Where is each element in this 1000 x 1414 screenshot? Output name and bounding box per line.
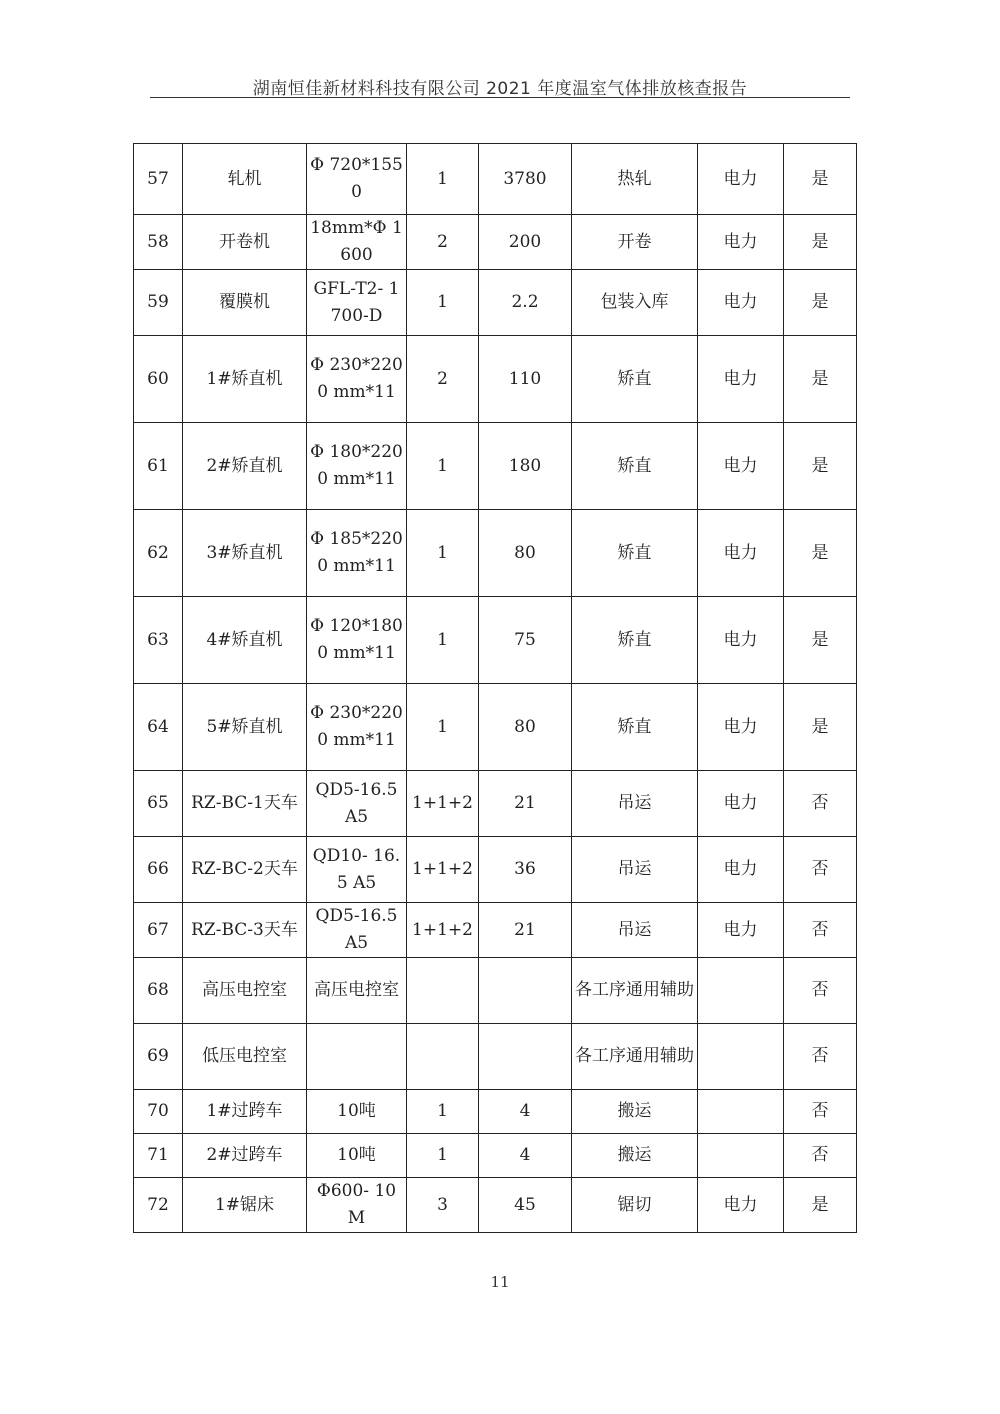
power-cell: 45 bbox=[479, 1178, 572, 1233]
table-row bbox=[134, 903, 857, 958]
specification-cell: Φ 720*1550 bbox=[307, 144, 407, 215]
process-cell: 矫直 bbox=[572, 423, 698, 510]
key-equipment-flag-cell: 否 bbox=[784, 837, 857, 903]
quantity-cell: 1 bbox=[407, 597, 479, 684]
specification-cell: Φ 230*2200 mm*11 bbox=[307, 336, 407, 423]
equipment-name-cell: RZ-BC-3天车 bbox=[183, 903, 307, 958]
equipment-name-cell: 1#锯床 bbox=[183, 1178, 307, 1233]
power-cell: 21 bbox=[479, 771, 572, 837]
row-number-cell: 57 bbox=[134, 144, 183, 215]
specification-cell: 18mm*Φ 1600 bbox=[307, 215, 407, 270]
power-cell: 180 bbox=[479, 423, 572, 510]
row-number-cell: 72 bbox=[134, 1178, 183, 1233]
quantity-cell: 2 bbox=[407, 336, 479, 423]
energy-type-cell: 电力 bbox=[698, 771, 784, 837]
equipment-name-cell: RZ-BC-1天车 bbox=[183, 771, 307, 837]
process-cell: 矫直 bbox=[572, 336, 698, 423]
power-cell: 80 bbox=[479, 684, 572, 771]
energy-type-cell: 电力 bbox=[698, 684, 784, 771]
specification-cell: QD10- 16.5 A5 bbox=[307, 837, 407, 903]
equipment-name-cell: 高压电控室 bbox=[183, 958, 307, 1024]
quantity-cell: 1 bbox=[407, 1134, 479, 1178]
specification-cell: QD5-16.5 A5 bbox=[307, 771, 407, 837]
quantity-cell: 1 bbox=[407, 144, 479, 215]
quantity-cell: 1+1+2 bbox=[407, 837, 479, 903]
table-row bbox=[134, 1024, 857, 1090]
key-equipment-flag-cell: 是 bbox=[784, 215, 857, 270]
row-number-cell: 61 bbox=[134, 423, 183, 510]
power-cell: 4 bbox=[479, 1090, 572, 1134]
page-number: 11 bbox=[490, 1273, 510, 1291]
specification-cell: Φ 230*2200 mm*11 bbox=[307, 684, 407, 771]
energy-type-cell bbox=[698, 958, 784, 1024]
equipment-name-cell: 1#矫直机 bbox=[183, 336, 307, 423]
key-equipment-flag-cell: 否 bbox=[784, 903, 857, 958]
quantity-cell bbox=[407, 958, 479, 1024]
quantity-cell: 1 bbox=[407, 1090, 479, 1134]
equipment-name-cell: 2#过跨车 bbox=[183, 1134, 307, 1178]
table-row bbox=[134, 597, 857, 684]
row-number-cell: 67 bbox=[134, 903, 183, 958]
key-equipment-flag-cell: 否 bbox=[784, 958, 857, 1024]
equipment-name-cell: 2#矫直机 bbox=[183, 423, 307, 510]
table-row bbox=[134, 1178, 857, 1233]
process-cell: 各工序通用辅助 bbox=[572, 958, 698, 1024]
quantity-cell: 1 bbox=[407, 423, 479, 510]
table-row bbox=[134, 215, 857, 270]
energy-type-cell: 电力 bbox=[698, 597, 784, 684]
row-number-cell: 64 bbox=[134, 684, 183, 771]
process-cell: 热轧 bbox=[572, 144, 698, 215]
energy-type-cell: 电力 bbox=[698, 1178, 784, 1233]
power-cell: 110 bbox=[479, 336, 572, 423]
table-row bbox=[134, 684, 857, 771]
quantity-cell: 1 bbox=[407, 684, 479, 771]
process-cell: 矫直 bbox=[572, 597, 698, 684]
power-cell: 4 bbox=[479, 1134, 572, 1178]
table-row bbox=[134, 771, 857, 837]
process-cell: 锯切 bbox=[572, 1178, 698, 1233]
table-row bbox=[134, 1090, 857, 1134]
power-cell: 200 bbox=[479, 215, 572, 270]
key-equipment-flag-cell: 否 bbox=[784, 1024, 857, 1090]
quantity-cell: 3 bbox=[407, 1178, 479, 1233]
process-cell: 各工序通用辅助 bbox=[572, 1024, 698, 1090]
key-equipment-flag-cell: 是 bbox=[784, 597, 857, 684]
row-number-cell: 62 bbox=[134, 510, 183, 597]
specification-cell: Φ 180*2200 mm*11 bbox=[307, 423, 407, 510]
power-cell: 80 bbox=[479, 510, 572, 597]
energy-type-cell: 电力 bbox=[698, 215, 784, 270]
process-cell: 吊运 bbox=[572, 903, 698, 958]
row-number-cell: 69 bbox=[134, 1024, 183, 1090]
quantity-cell: 1+1+2 bbox=[407, 771, 479, 837]
row-number-cell: 58 bbox=[134, 215, 183, 270]
energy-type-cell: 电力 bbox=[698, 336, 784, 423]
quantity-cell bbox=[407, 1024, 479, 1090]
quantity-cell: 1 bbox=[407, 510, 479, 597]
energy-type-cell: 电力 bbox=[698, 423, 784, 510]
table-row bbox=[134, 144, 857, 215]
key-equipment-flag-cell: 是 bbox=[784, 1178, 857, 1233]
key-equipment-flag-cell: 是 bbox=[784, 270, 857, 336]
key-equipment-flag-cell: 是 bbox=[784, 510, 857, 597]
table-row bbox=[134, 510, 857, 597]
energy-type-cell: 电力 bbox=[698, 144, 784, 215]
row-number-cell: 71 bbox=[134, 1134, 183, 1178]
process-cell: 开卷 bbox=[572, 215, 698, 270]
process-cell: 搬运 bbox=[572, 1134, 698, 1178]
power-cell bbox=[479, 958, 572, 1024]
key-equipment-flag-cell: 是 bbox=[784, 684, 857, 771]
row-number-cell: 66 bbox=[134, 837, 183, 903]
equipment-name-cell: 4#矫直机 bbox=[183, 597, 307, 684]
specification-cell: Φ600- 10M bbox=[307, 1178, 407, 1233]
table-row bbox=[134, 270, 857, 336]
process-cell: 吊运 bbox=[572, 837, 698, 903]
process-cell: 矫直 bbox=[572, 684, 698, 771]
equipment-table bbox=[133, 143, 857, 1233]
table-row bbox=[134, 336, 857, 423]
process-cell: 矫直 bbox=[572, 510, 698, 597]
power-cell: 75 bbox=[479, 597, 572, 684]
equipment-name-cell: 覆膜机 bbox=[183, 270, 307, 336]
table-row bbox=[134, 958, 857, 1024]
specification-cell bbox=[307, 1024, 407, 1090]
table-row bbox=[134, 837, 857, 903]
equipment-name-cell: 开卷机 bbox=[183, 215, 307, 270]
quantity-cell: 1 bbox=[407, 270, 479, 336]
equipment-rows bbox=[134, 144, 857, 1233]
header-divider bbox=[150, 97, 850, 98]
row-number-cell: 60 bbox=[134, 336, 183, 423]
key-equipment-flag-cell: 是 bbox=[784, 423, 857, 510]
power-cell: 2.2 bbox=[479, 270, 572, 336]
row-number-cell: 70 bbox=[134, 1090, 183, 1134]
table-row bbox=[134, 1134, 857, 1178]
specification-cell: 10吨 bbox=[307, 1134, 407, 1178]
power-cell: 36 bbox=[479, 837, 572, 903]
energy-type-cell: 电力 bbox=[698, 270, 784, 336]
row-number-cell: 59 bbox=[134, 270, 183, 336]
equipment-name-cell: 1#过跨车 bbox=[183, 1090, 307, 1134]
energy-type-cell: 电力 bbox=[698, 837, 784, 903]
power-cell bbox=[479, 1024, 572, 1090]
process-cell: 包装入库 bbox=[572, 270, 698, 336]
table-row bbox=[134, 423, 857, 510]
energy-type-cell bbox=[698, 1134, 784, 1178]
energy-type-cell: 电力 bbox=[698, 510, 784, 597]
process-cell: 吊运 bbox=[572, 771, 698, 837]
process-cell: 搬运 bbox=[572, 1090, 698, 1134]
equipment-name-cell: 轧机 bbox=[183, 144, 307, 215]
equipment-name-cell: RZ-BC-2天车 bbox=[183, 837, 307, 903]
key-equipment-flag-cell: 是 bbox=[784, 336, 857, 423]
row-number-cell: 63 bbox=[134, 597, 183, 684]
key-equipment-flag-cell: 否 bbox=[784, 771, 857, 837]
row-number-cell: 65 bbox=[134, 771, 183, 837]
power-cell: 21 bbox=[479, 903, 572, 958]
row-number-cell: 68 bbox=[134, 958, 183, 1024]
energy-type-cell bbox=[698, 1024, 784, 1090]
quantity-cell: 1+1+2 bbox=[407, 903, 479, 958]
specification-cell: Φ 185*2200 mm*11 bbox=[307, 510, 407, 597]
equipment-name-cell: 3#矫直机 bbox=[183, 510, 307, 597]
quantity-cell: 2 bbox=[407, 215, 479, 270]
power-cell: 3780 bbox=[479, 144, 572, 215]
equipment-name-cell: 低压电控室 bbox=[183, 1024, 307, 1090]
specification-cell: 10吨 bbox=[307, 1090, 407, 1134]
specification-cell: QD5-16.5 A5 bbox=[307, 903, 407, 958]
equipment-name-cell: 5#矫直机 bbox=[183, 684, 307, 771]
specification-cell: GFL-T2- 1700-D bbox=[307, 270, 407, 336]
specification-cell: Φ 120*1800 mm*11 bbox=[307, 597, 407, 684]
key-equipment-flag-cell: 是 bbox=[784, 144, 857, 215]
report-header-title: 湖南恒佳新材料科技有限公司 2021 年度温室气体排放核查报告 bbox=[252, 79, 748, 99]
specification-cell: 高压电控室 bbox=[307, 958, 407, 1024]
energy-type-cell: 电力 bbox=[698, 903, 784, 958]
key-equipment-flag-cell: 否 bbox=[784, 1134, 857, 1178]
energy-type-cell bbox=[698, 1090, 784, 1134]
key-equipment-flag-cell: 否 bbox=[784, 1090, 857, 1134]
